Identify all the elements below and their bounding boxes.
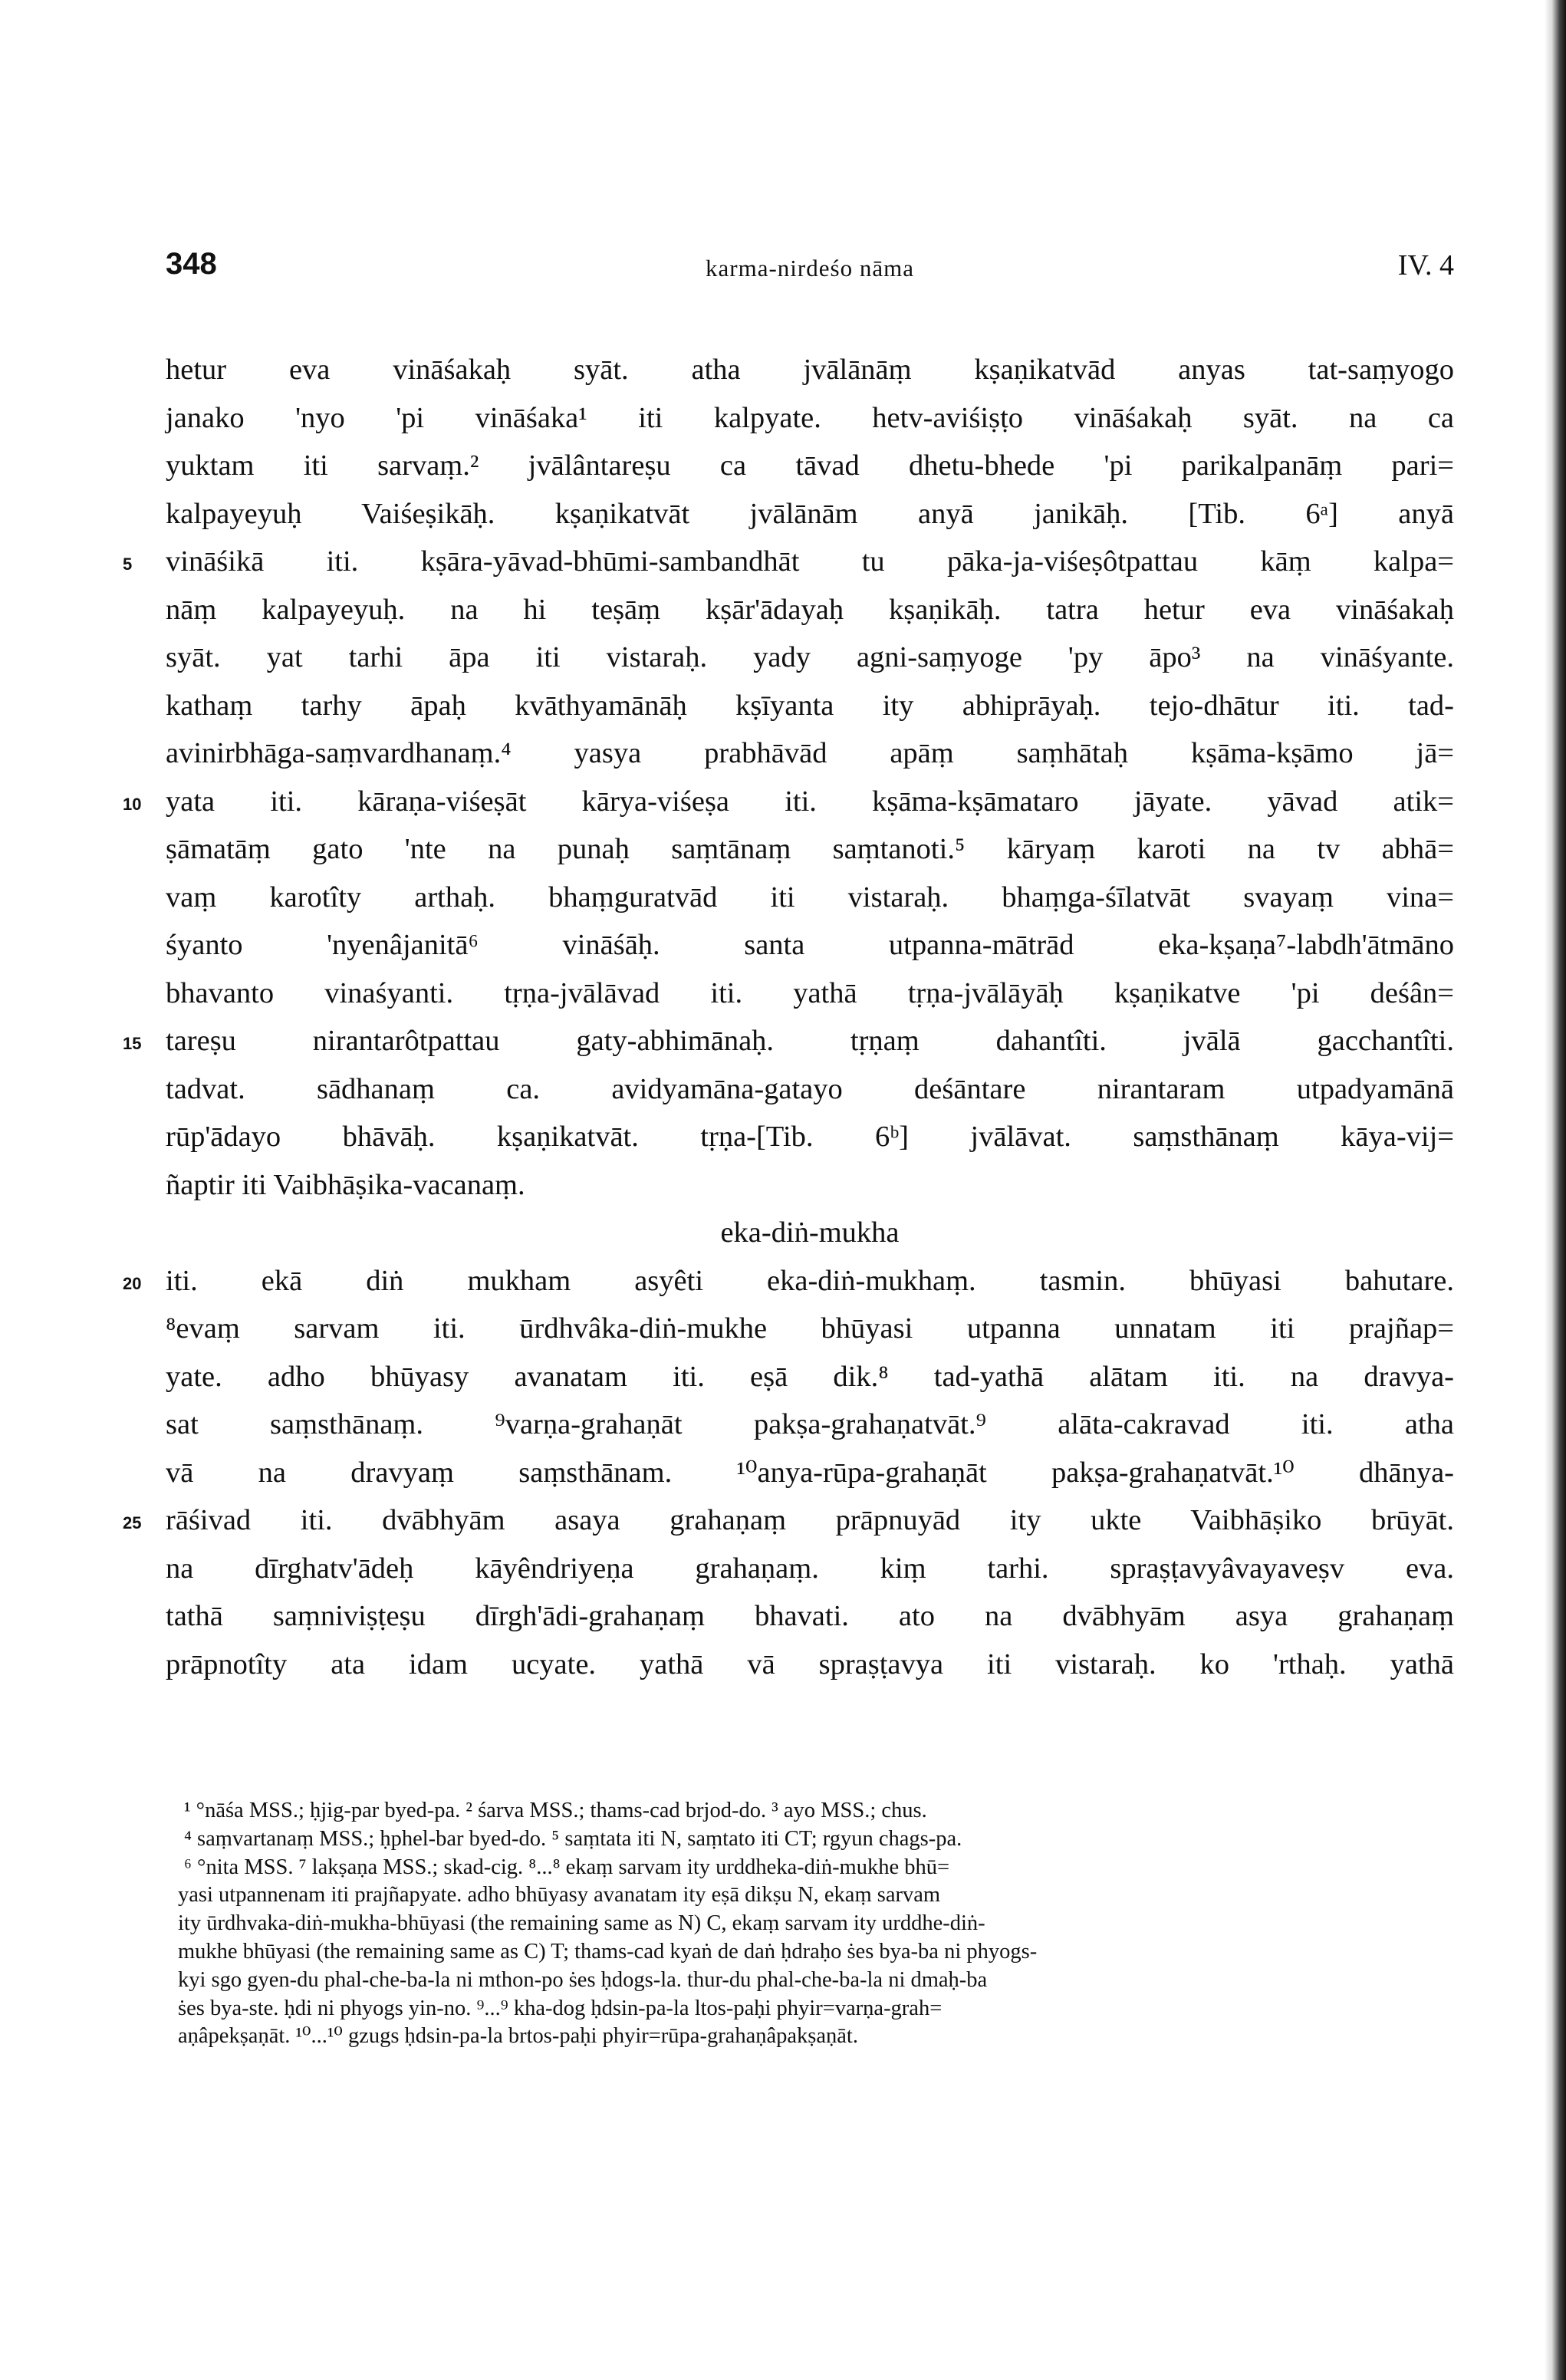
body-line: ⁸evaṃ sarvam iti. ūrdhvâka-diṅ-mukhe bhūyasi utpanna unnatam iti prajñap=	[166, 1312, 1454, 1345]
page-edge-shadow	[1545, 0, 1566, 2380]
line-number: 5	[123, 555, 133, 574]
footnote-line: kyi sgo gyen-du phal-che-ba-la ni mthon-po ṡes ḥdogs-la. thur-du phal-che-ba-la ni dmaḥ-ba	[178, 1968, 988, 1992]
body-line: śyanto 'nyenâjanitā⁶ vināśāḥ. santa utpanna-mātrād eka-kṣaṇa⁷-labdh'ātmāno	[166, 929, 1454, 961]
footnote-line: aṇâpekṣaṇāt. ¹⁰...¹⁰ gzugs ḥdsin-pa-la brtos-paḥi phyir=rūpa-grahaṇâpakṣaṇāt.	[178, 2024, 858, 2048]
footnote-line: mukhe bhūyasi (the remaining same as C) T; thams-cad kyaṅ de daṅ ḥdraḥo ṡes bya-ba ni phyogs-	[178, 1940, 1038, 1964]
page-number: 348	[166, 247, 217, 281]
body-line: prāpnotîty ata idam ucyate. yathā vā spraṣṭavya iti vistaraḥ. ko 'rthaḥ. yathā	[166, 1648, 1454, 1680]
body-line: bhavanto vinaśyanti. tṛṇa-jvālāvad iti. yathā tṛṇa-jvālāyāḥ kṣaṇikatve 'pi deśân=	[166, 977, 1454, 1009]
body-line: yate. adho bhūyasy avanatam iti. eṣā dik.⁸ tad-yathā alātam iti. na dravya-	[166, 1361, 1454, 1393]
body-line: avinirbhāga-saṃvardhanaṃ.⁴ yasya prabhāvād apāṃ saṃhātaḥ kṣāma-kṣāmo jā=	[166, 737, 1454, 769]
section-label: IV. 4	[1397, 249, 1454, 281]
body-line: eka-diṅ-mukha	[720, 1216, 900, 1249]
body-line: na dīrghatv'ādeḥ kāyêndriyeṇa grahaṇaṃ. kiṃ tarhi. spraṣṭavyâvayaveṣv eva.	[166, 1552, 1454, 1585]
page-header	[166, 247, 1454, 293]
body-line: kathaṃ tarhy āpaḥ kvāthyamānāḥ kṣīyanta ity abhiprāyaḥ. tejo-dhātur iti. tad-	[166, 690, 1454, 722]
body-line: ñaptir iti Vaibhāṣika-vacanaṃ.	[166, 1169, 525, 1201]
body-line: yata iti. kāraṇa-viśeṣāt kārya-viśeṣa iti. kṣāma-kṣāmataro jāyate. yāvad atik=	[166, 785, 1454, 818]
body-line: kalpayeyuḥ Vaiśeṣikāḥ. kṣaṇikatvāt jvālānām anyā janikāḥ. [Tib. 6ᵃ] anyā	[166, 498, 1454, 530]
body-line: sat saṃsthānaṃ. ⁹varṇa-grahaṇāt pakṣa-grahaṇatvāt.⁹ alāta-cakravad iti. atha	[166, 1408, 1454, 1440]
body-line: hetur eva vināśakaḥ syāt. atha jvālānāṃ kṣaṇikatvād anyas tat-saṃyogo	[166, 354, 1454, 386]
body-line: rūp'ādayo bhāvāḥ. kṣaṇikatvāt. tṛṇa-[Tib. 6ᵇ] jvālāvat. saṃsthānaṃ kāya-vij=	[166, 1121, 1454, 1153]
body-line: rāśivad iti. dvābhyām asaya grahaṇaṃ prāpnuyād ity ukte Vaibhāṣiko brūyāt.	[166, 1504, 1454, 1536]
body-line: iti. ekā diṅ mukham asyêti eka-diṅ-mukhaṃ. tasmin. bhūyasi bahutare.	[166, 1265, 1454, 1297]
body-line: tathā saṃniviṣṭeṣu dīrgh'ādi-grahaṇaṃ bhavati. ato na dvābhyām asya grahaṇaṃ	[166, 1600, 1454, 1632]
line-number: 20	[123, 1274, 142, 1293]
body-line: vā na dravyaṃ saṃsthānam. ¹⁰anya-rūpa-grahaṇāt pakṣa-grahaṇatvāt.¹⁰ dhānya-	[166, 1457, 1454, 1489]
body-line: syāt. yat tarhi āpa iti vistaraḥ. yady agni-saṃyoge 'py āpo³ na vināśyante.	[166, 641, 1454, 673]
footnote-line: ¹ °nāśa MSS.; ḥjig-par byed-pa. ² śarva MSS.; thams-cad brjod-do. ³ ayo MSS.; chus.	[184, 1799, 927, 1822]
body-line: nāṃ kalpayeyuḥ. na hi teṣāṃ kṣār'ādayaḥ kṣaṇikāḥ. tatra hetur eva vināśakaḥ	[166, 594, 1454, 626]
footnote-line: ity ūrdhvaka-diṅ-mukha-bhūyasi (the remaining same as N) C, ekaṃ sarvam ity urddhe-diṅ-	[178, 1911, 985, 1935]
body-line: ṣāmatāṃ gato 'nte na punaḥ saṃtānaṃ saṃtanoti.⁵ kāryaṃ karoti na tv abhā=	[166, 833, 1454, 865]
footnote-line: ⁶ °nita MSS. ⁷ lakṣaṇa MSS.; skad-cig. ⁸...⁸ ekaṃ sarvam ity urddheka-diṅ-mukhe bhū=	[184, 1855, 950, 1879]
footnote-line: ṡes bya-ste. ḥdi ni phyogs yin-no. ⁹...⁹ kha-dog ḥdsin-pa-la ltos-paḥi phyir=varṇa-grah=	[178, 1997, 943, 2020]
running-title: karma-nirdeśo nāma	[706, 255, 914, 281]
line-number: 10	[123, 795, 142, 814]
footnote-line: ⁴ saṃvartanaṃ MSS.; ḥphel-bar byed-do. ⁵ saṃtata iti N, saṃtato iti CT; rgyun chags-pa.	[184, 1827, 962, 1851]
footnote-line: yasi utpannenam iti prajñapyate. adho bhūyasy avanatam ity eṣā dikṣu N, ekaṃ sarvam	[178, 1883, 941, 1907]
body-line: tareṣu nirantarôtpattau gaty-abhimānaḥ. tṛṇaṃ dahantîti. jvālā gacchantîti.	[166, 1025, 1454, 1057]
body-line: tadvat. sādhanaṃ ca. avidyamāna-gatayo deśāntare nirantaram utpadyamānā	[166, 1073, 1454, 1105]
body-line: yuktam iti sarvaṃ.² jvālântareṣu ca tāvad dhetu-bhede 'pi parikalpanāṃ pari=	[166, 449, 1454, 482]
body-line: vaṃ karotîty arthaḥ. bhaṃguratvād iti vistaraḥ. bhaṃga-śīlatvāt svayaṃ vina=	[166, 881, 1454, 913]
body-line: janako 'nyo 'pi vināśaka¹ iti kalpyate. hetv-aviśiṣṭo vināśakaḥ syāt. na ca	[166, 402, 1454, 434]
body-line: vināśikā iti. kṣāra-yāvad-bhūmi-sambandhāt tu pāka-ja-viśeṣôtpattau kāṃ kalpa=	[166, 545, 1454, 578]
line-number: 15	[123, 1034, 142, 1053]
line-number: 25	[123, 1513, 142, 1532]
